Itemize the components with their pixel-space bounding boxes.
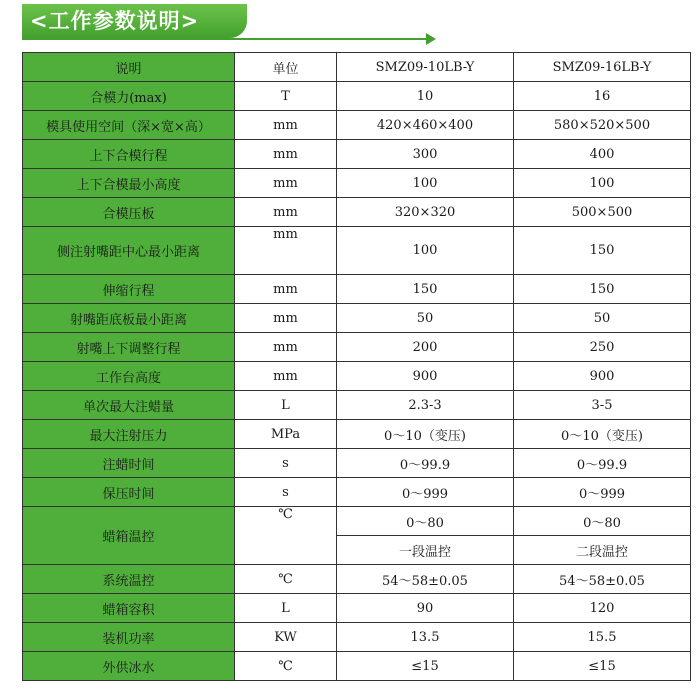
- row-value-model-2: 150: [514, 275, 691, 304]
- row-label: 合模压板: [23, 198, 235, 227]
- row-value-model-1: 900: [337, 362, 514, 391]
- row-unit: mm: [235, 333, 337, 362]
- table-row: [23, 333, 691, 362]
- table-row: [23, 652, 691, 681]
- row-value-model-1: ≤15: [337, 652, 514, 681]
- row-value-model-2: 50: [514, 304, 691, 333]
- row-unit: MPa: [235, 420, 337, 449]
- row-label: 射嘴上下调整行程: [23, 333, 235, 362]
- table-row: [23, 198, 691, 227]
- column-header-model-1: SMZ09-10LB-Y: [337, 53, 514, 82]
- row-unit: L: [235, 594, 337, 623]
- row-value-model-2: 100: [514, 169, 691, 198]
- row-value-model-1: 50: [337, 304, 514, 333]
- row-label: 蜡箱温控: [23, 507, 235, 565]
- row-value-model-2: 0～99.9: [514, 449, 691, 478]
- row-value-model-1: 420×460×400: [337, 111, 514, 140]
- row-value-model-2: 900: [514, 362, 691, 391]
- row-unit: mm: [235, 362, 337, 391]
- table-row: [23, 391, 691, 420]
- row-value-model-1: 200: [337, 333, 514, 362]
- row-value-model-1: 54～58±0.05: [337, 565, 514, 594]
- row-label: 装机功率: [23, 623, 235, 652]
- column-header-model-2: SMZ09-16LB-Y: [514, 53, 691, 82]
- row-label: 最大注射压力: [23, 420, 235, 449]
- row-value-model-1: 0～80: [337, 507, 514, 536]
- row-value-model-1: 90: [337, 594, 514, 623]
- row-unit: ℃: [235, 652, 337, 681]
- row-label: 系统温控: [23, 565, 235, 594]
- row-value-model-2: 500×500: [514, 198, 691, 227]
- row-subvalue-model-1: 一段温控: [337, 536, 514, 565]
- table-row: [23, 304, 691, 333]
- row-label: 侧注射嘴距中心最小距离: [23, 227, 235, 275]
- title-underline: [22, 38, 432, 40]
- table-row: [23, 623, 691, 652]
- table-row: [23, 275, 691, 304]
- row-value-model-1: 150: [337, 275, 514, 304]
- table-row: [23, 449, 691, 478]
- row-unit: mm: [235, 169, 337, 198]
- row-value-model-2: 150: [514, 227, 691, 275]
- table-row: [23, 565, 691, 594]
- table-row: [23, 362, 691, 391]
- row-unit: KW: [235, 623, 337, 652]
- row-label: 保压时间: [23, 478, 235, 507]
- row-value-model-1: 10: [337, 82, 514, 111]
- row-unit: mm: [235, 227, 337, 275]
- table-row: [23, 507, 691, 536]
- arrow-icon: [426, 33, 436, 45]
- row-value-model-1: 300: [337, 140, 514, 169]
- table-row: [23, 111, 691, 140]
- row-value-model-2: 400: [514, 140, 691, 169]
- column-header-unit: 单位: [235, 53, 337, 82]
- row-label: 单次最大注蜡量: [23, 391, 235, 420]
- table-row: [23, 420, 691, 449]
- row-unit: mm: [235, 304, 337, 333]
- row-label: 伸缩行程: [23, 275, 235, 304]
- row-value-model-1: 13.5: [337, 623, 514, 652]
- row-label: 上下合模最小高度: [23, 169, 235, 198]
- row-value-model-1: 100: [337, 227, 514, 275]
- row-label: 蜡箱容积: [23, 594, 235, 623]
- row-value-model-2: 120: [514, 594, 691, 623]
- table-row: [23, 169, 691, 198]
- section-title: <工作参数说明>: [22, 4, 247, 38]
- spec-table: [22, 52, 691, 681]
- table-row: [23, 478, 691, 507]
- row-value-model-1: 0～99.9: [337, 449, 514, 478]
- row-value-model-1: 0～999: [337, 478, 514, 507]
- row-value-model-2: ≤15: [514, 652, 691, 681]
- row-unit: mm: [235, 111, 337, 140]
- row-unit: T: [235, 82, 337, 111]
- row-label: 射嘴距底板最小距离: [23, 304, 235, 333]
- row-label: 工作台高度: [23, 362, 235, 391]
- row-unit: s: [235, 478, 337, 507]
- row-value-model-2: 54～58±0.05: [514, 565, 691, 594]
- row-label: 合模力(max): [23, 82, 235, 111]
- row-unit: mm: [235, 198, 337, 227]
- row-unit: mm: [235, 275, 337, 304]
- row-label: 外供冰水: [23, 652, 235, 681]
- row-value-model-1: 320×320: [337, 198, 514, 227]
- row-unit: mm: [235, 140, 337, 169]
- row-value-model-2: 15.5: [514, 623, 691, 652]
- row-value-model-2: 16: [514, 82, 691, 111]
- row-subvalue-model-2: 二段温控: [514, 536, 691, 565]
- row-value-model-2: 580×520×500: [514, 111, 691, 140]
- row-value-model-2: 3-5: [514, 391, 691, 420]
- row-value-model-2: 0～10（变压): [514, 420, 691, 449]
- row-unit: ℃: [235, 507, 337, 565]
- row-value-model-2: 250: [514, 333, 691, 362]
- column-header-description: 说明: [23, 53, 235, 82]
- row-unit: ℃: [235, 565, 337, 594]
- row-value-model-1: 2.3-3: [337, 391, 514, 420]
- row-unit: s: [235, 449, 337, 478]
- row-label: 模具使用空间（深×宽×高）: [23, 111, 235, 140]
- row-unit: L: [235, 391, 337, 420]
- table-row: [23, 227, 691, 275]
- row-value-model-2: 0～999: [514, 478, 691, 507]
- table-row: [23, 82, 691, 111]
- table-row: [23, 140, 691, 169]
- row-value-model-2: 0～80: [514, 507, 691, 536]
- row-label: 注蜡时间: [23, 449, 235, 478]
- row-value-model-1: 0～10（变压): [337, 420, 514, 449]
- row-value-model-1: 100: [337, 169, 514, 198]
- row-label: 上下合模行程: [23, 140, 235, 169]
- table-row: [23, 594, 691, 623]
- table-header-row: [23, 53, 691, 82]
